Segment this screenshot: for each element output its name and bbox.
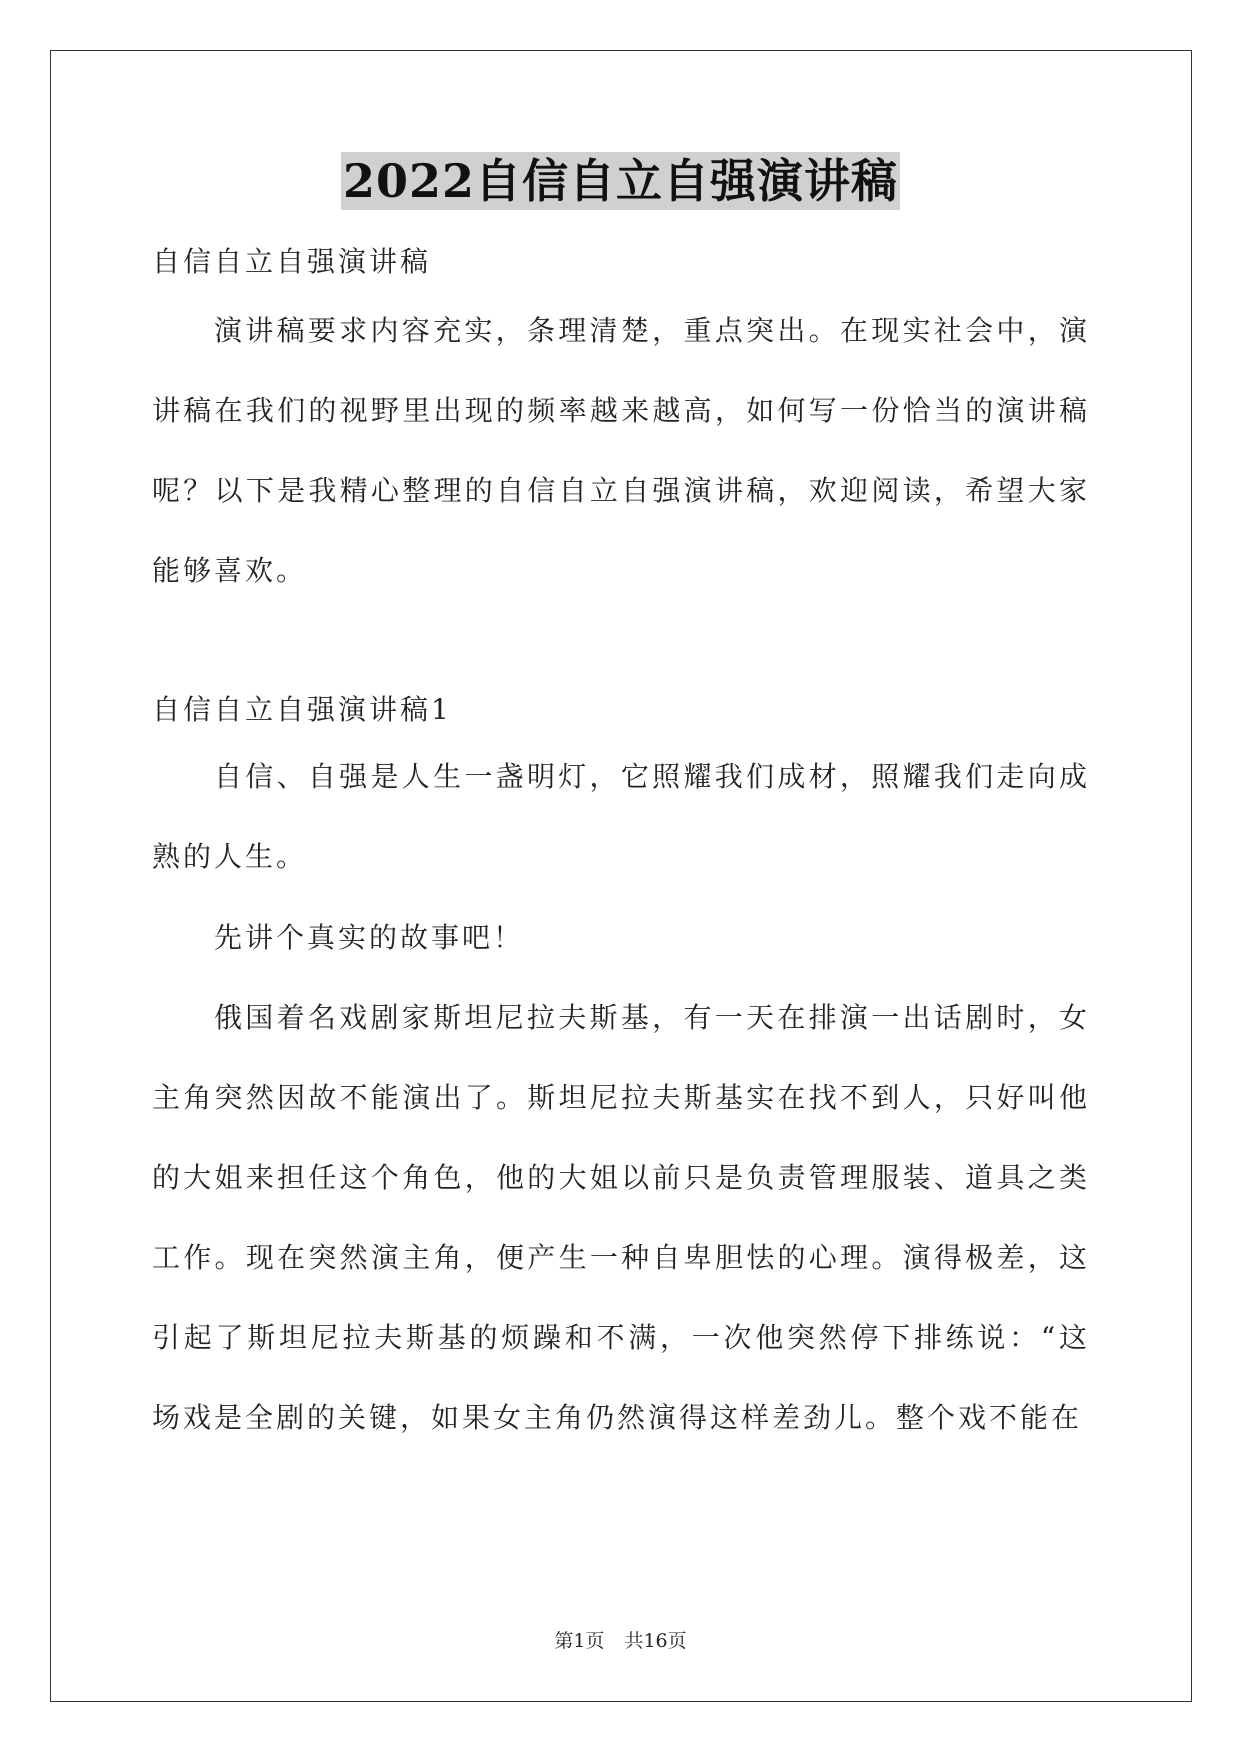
section-heading: 自信自立自强演讲稿1 xyxy=(152,693,452,726)
page-footer xyxy=(0,1626,1241,1653)
document-title: 2022自信自立自强演讲稿 xyxy=(342,154,899,208)
intro-paragraph: 演讲稿要求内容充实，条理清楚，重点突出。在现实社会中，演讲稿在我们的视野里出现的频率越来越高，如何写一份恰当的演讲稿呢？以下是我精心整理的自信自立自强演讲稿，欢迎阅读，希望大家能够喜欢。 xyxy=(152,314,1090,587)
paragraph-1: 自信、自强是人生一盏明灯，它照耀我们成材，照耀我们走向成熟的人生。 xyxy=(152,760,1090,873)
page-number: 第1页 xyxy=(554,1630,605,1652)
document-subtitle: 自信自立自强演讲稿 xyxy=(152,245,432,278)
title-container xyxy=(0,152,1241,210)
page-total: 共16页 xyxy=(624,1630,687,1652)
paragraph-2: 先讲个真实的故事吧！ xyxy=(214,921,525,954)
paragraph-3: 俄国着名戏剧家斯坦尼拉夫斯基，有一天在排演一出话剧时，女主角突然因故不能演出了。斯坦尼拉夫斯基实在找不到人，只好叫他的大姐来担任这个角色，他的大姐以前只是负责管理服装、道具之类工作。现在突然演主角，便产生一种自卑胆怯的心理。演得极差，这引起了斯坦尼拉夫斯基的烦躁和不满，一次他突然停下排练说：“这场戏是全剧的关键，如果女主角仍然演得这样差劲儿。整个戏不能在 xyxy=(152,1001,1090,1434)
